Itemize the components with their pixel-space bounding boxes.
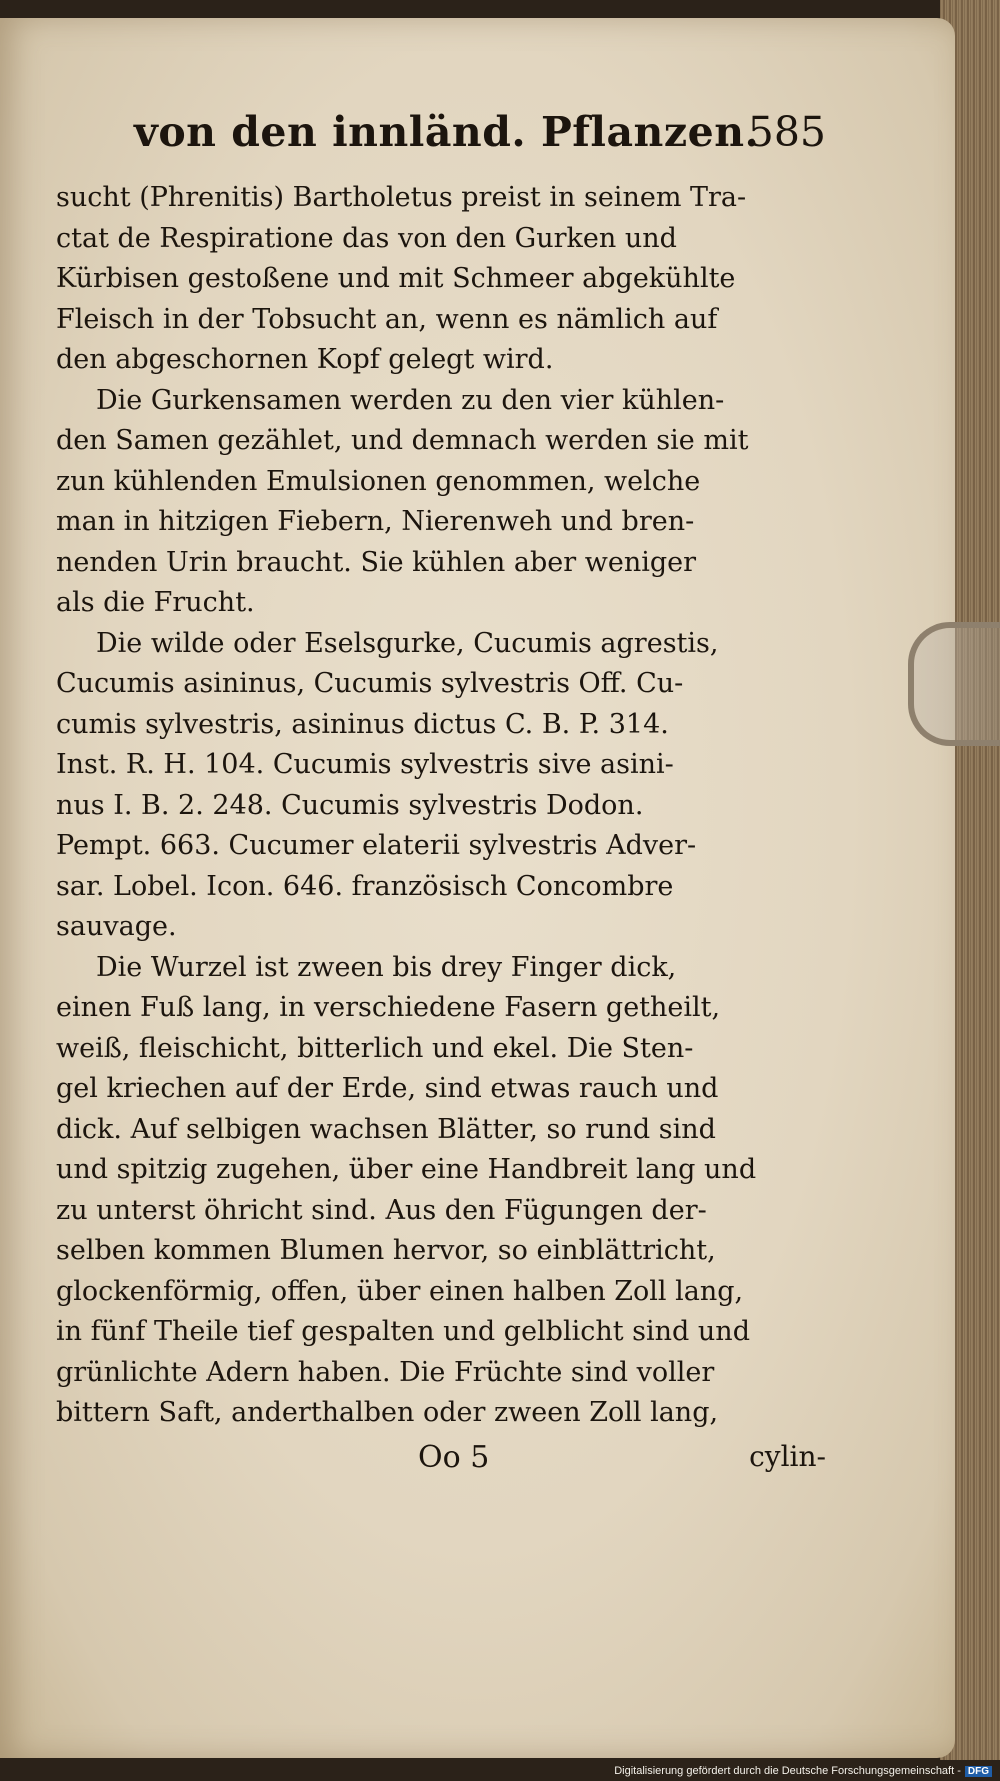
running-head: von den innländ. Pflanzen. [134, 108, 760, 156]
text-block [56, 108, 826, 1488]
body-text [56, 178, 826, 1434]
digitization-credit [614, 1765, 992, 1777]
text-line: und spitzig zugehen, über eine Handbreit lang und [56, 1154, 757, 1185]
text-line: nus I. B. 2. 248. Cucumis sylvestris Dodon. [56, 789, 644, 821]
page-header [56, 108, 826, 178]
text-line: sar. Lobel. Icon. 646. französisch Concombre [56, 870, 674, 902]
text-line: sucht (Phrenitis) Bartholetus preist in seinem Tra- [56, 182, 747, 213]
page-clip [908, 622, 1000, 746]
credit-text: Digitalisierung gefördert durch die Deutsche Forschungsgemeinschaft - [614, 1765, 961, 1777]
text-line: als die Frucht. [56, 587, 255, 618]
text-line: gel kriechen auf der Erde, sind etwas rauch und [56, 1073, 719, 1104]
dfg-logo: DFG [965, 1766, 992, 1777]
text-line: cumis sylvestris, asininus dictus C. B. P. 314. [56, 708, 669, 740]
text-line: Cucumis asininus, Cucumis sylvestris Off. Cu- [56, 668, 684, 699]
text-line: nenden Urin braucht. Sie kühlen aber weniger [56, 546, 697, 578]
text-line: zun kühlenden Emulsionen genommen, welche [56, 465, 701, 497]
text-line: Kürbisen gestoßene und mit Schmeer abgekühlte [56, 263, 736, 294]
page-footer [56, 1440, 826, 1488]
text-line: grünlichte Adern haben. Die Früchte sind voller [56, 1356, 715, 1388]
text-line: Die Wurzel ist zween bis drey Finger dick, [96, 951, 677, 983]
text-line: dick. Auf selbigen wachsen Blätter, so rund sind [56, 1113, 716, 1145]
text-line: in fünf Theile tief gespalten und gelblicht sind und [56, 1316, 750, 1347]
catchword: cylin- [749, 1439, 826, 1473]
text-line: man in hitzigen Fiebern, Nierenweh und bren- [56, 506, 695, 537]
text-line: weiß, fleischicht, bitterlich und ekel. Die Sten- [56, 1032, 694, 1064]
text-line: selben kommen Blumen hervor, so einblättricht, [56, 1235, 716, 1266]
text-line: ctat de Respiratione das von den Gurken und [56, 222, 677, 254]
text-line: sauvage. [56, 911, 177, 942]
text-line: Fleisch in der Tobsucht an, wenn es nämlich auf [56, 303, 718, 335]
text-line: Die wilde oder Eselsgurke, Cucumis agrestis, [96, 627, 719, 659]
text-line: Inst. R. H. 104. Cucumis sylvestris sive asini- [56, 749, 674, 780]
text-line: den abgeschornen Kopf gelegt wird. [56, 344, 554, 375]
text-line: bittern Saft, anderthalben oder zween Zoll lang, [56, 1397, 719, 1428]
page-number: 585 [747, 108, 826, 156]
text-line: glockenförmig, offen, über einen halben Zoll lang, [56, 1275, 744, 1307]
text-line: Pempt. 663. Cucumer elaterii sylvestris Adver- [56, 830, 697, 861]
text-line: zu unterst öhricht sind. Aus den Fügungen der- [56, 1194, 707, 1226]
text-line: Die Gurkensamen werden zu den vier kühlen- [96, 384, 725, 416]
text-line: den Samen gezählet, und demnach werden sie mit [56, 425, 749, 456]
text-line: einen Fuß lang, in verschiedene Fasern getheilt, [56, 992, 721, 1023]
signature-mark: Oo 5 [418, 1439, 490, 1475]
